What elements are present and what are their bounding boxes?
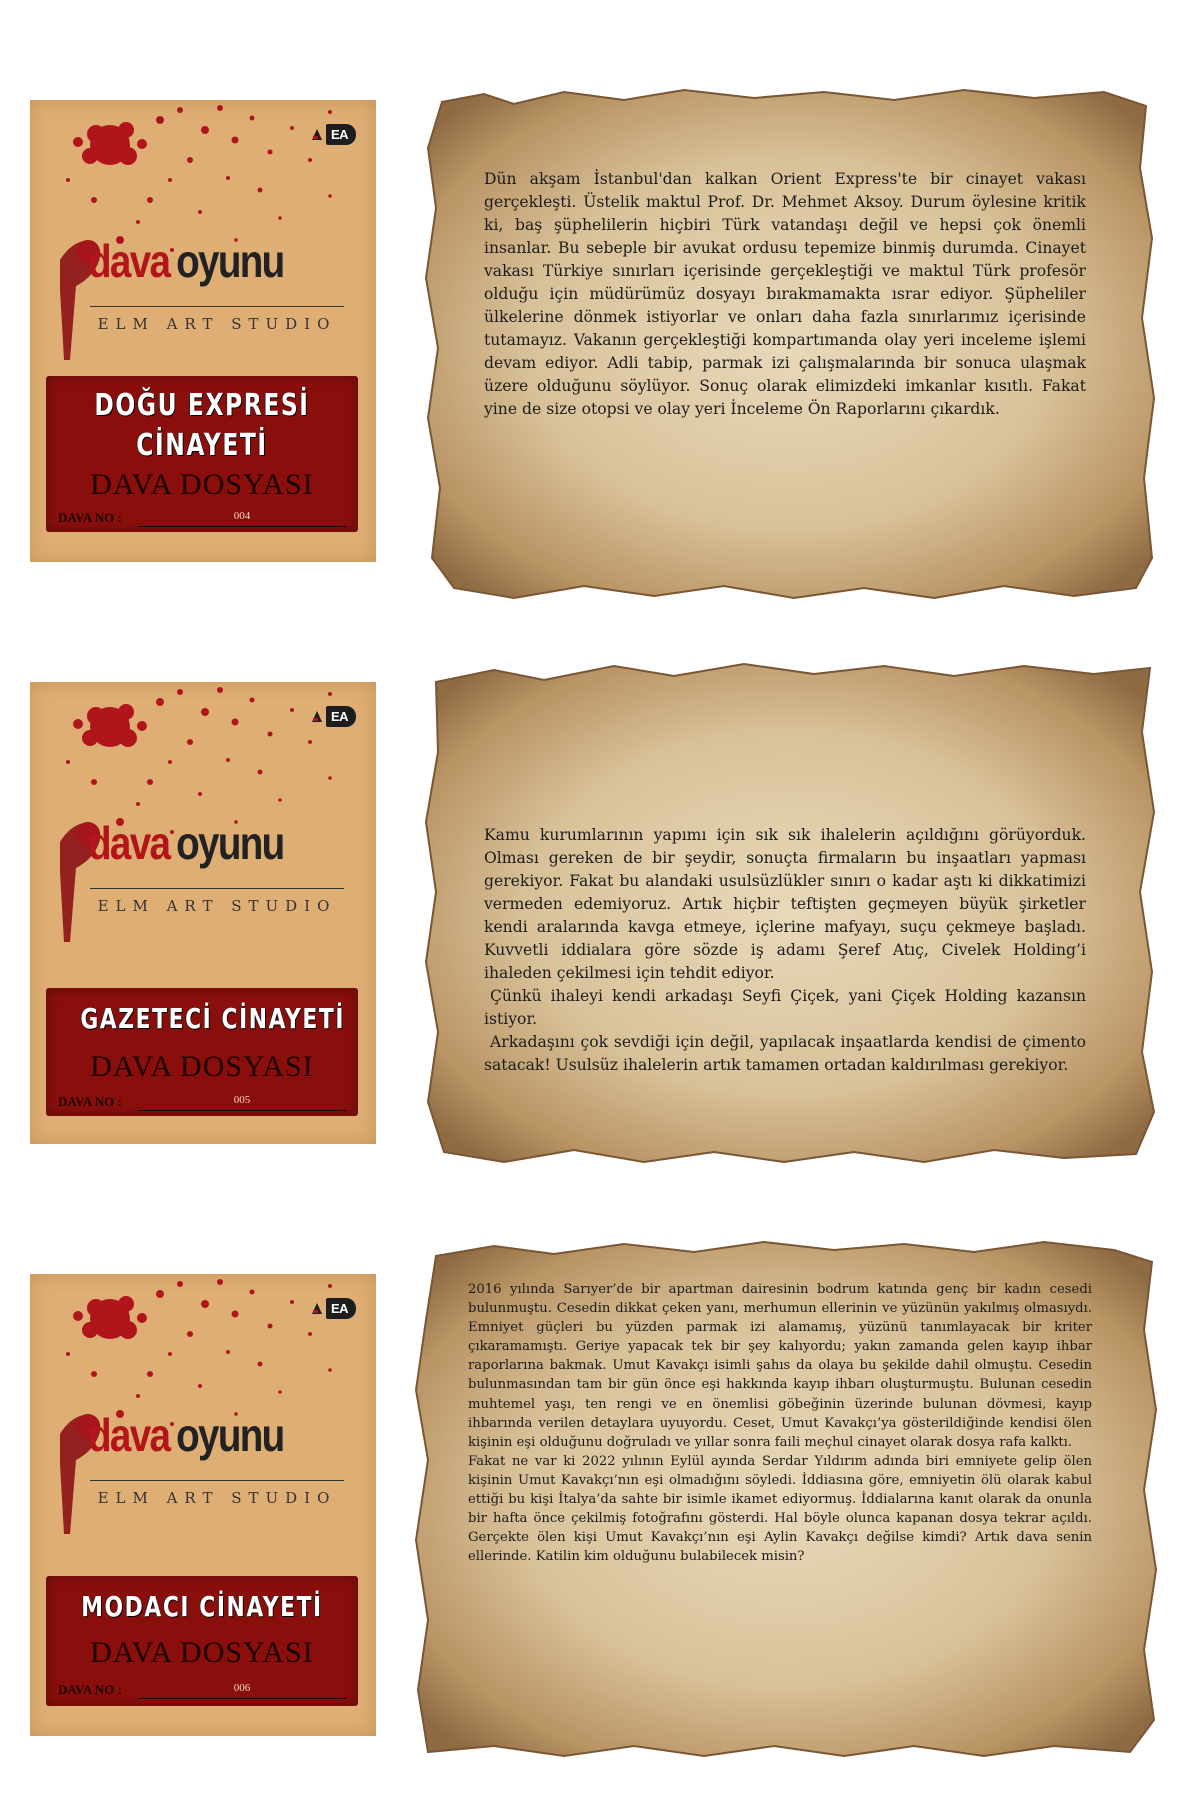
case-number-value: 004 xyxy=(233,510,251,522)
brand-badge xyxy=(311,1296,356,1320)
studio-name: ELM ART STUDIO xyxy=(97,315,337,333)
case-subtitle: DAVA DOSYASI xyxy=(90,1636,314,1669)
studio-logo-icon xyxy=(311,1301,323,1315)
logo-divider xyxy=(90,1480,344,1481)
case-brief-paragraph: Fakat ne var ki 2022 yılının Eylül ayında Serdar Yıldırım adında biri emniyete gelip ölen kişinin Umut Kavakçı’nın eşi olmadığını söyledi. İddiasına göre, emniyetin ölü olarak kabul ettiği bu kişi İtalya’da sahte bir isimle ikamet ediyormuş. İddialarına kanıt olarak da onunla bir hafta önce çekilmiş fotoğrafını gösterdi. Hal böyle olunca kapanan dosya tekrar açıldı. Gerçekte ölen kişi Umut Kavakçı’nın eşi Aylin Kavakçı değilse kimdi? Artık dava senin ellerinde. Katilin kim olduğunu bulabilecek misin? xyxy=(468,1453,1092,1565)
case-brief-paragraph: Kamu kurumlarının yapımı için sık sık ihalelerin açıldığını görüyorduk. Olması gereken de bir şeydir, sonuçta firmaların bu inşaatları yapması gerekiyor. Fakat bu alandaki usulsüzlükler sınırı o kadar aştı ki dikkatimizi vermeden edemiyoruz. Artık hiçbir teftişten geçmeyen büyük şirketler kendi aralarında kavga etmeye, içlerine mafyayı, suçu çekmeye başladı. Kuvvetli iddialara göre sözde iş adamı Şeref Atıç, Civelek Holding’i ihaleden çekilmesi için tehdit ediyor. xyxy=(484,826,1086,982)
case-folder-cover xyxy=(30,1274,376,1736)
logo-word-oyunu: oyunu xyxy=(176,235,284,287)
logo-word-oyunu: oyunu xyxy=(176,817,284,869)
case-brief-parchment xyxy=(424,88,1160,600)
case-title-line-2: CİNAYETİ xyxy=(136,428,268,463)
logo-word-dava: dava xyxy=(88,1409,170,1461)
brand-badge-text: EA xyxy=(326,706,356,727)
case-brief-paragraph: Arkadaşını çok sevdiği için değil, yapılacak inşaatlarda kendisi de çimento satacak! Usulsüz ihalelerin artık tamamen ortadan kaldırılması gerekiyor. xyxy=(484,1033,1086,1074)
case-label-panel xyxy=(46,376,358,532)
case-number-line xyxy=(138,1698,346,1699)
case-number-value: 005 xyxy=(233,1094,251,1106)
brand-badge-text: EA xyxy=(326,1298,356,1319)
case-subtitle: DAVA DOSYASI xyxy=(90,1050,314,1083)
case-brief-parchment xyxy=(414,1240,1160,1762)
case-number-line xyxy=(138,1110,346,1111)
studio-name: ELM ART STUDIO xyxy=(97,897,337,915)
case-brief-paragraph: Dün akşam İstanbul'dan kalkan Orient Express'te bir cinayet vakası gerçekleşti. Üstelik maktul Prof. Dr. Mehmet Aksoy. Durum öylesine kritik ki, baş şüphelilerin hiçbiri Türk vatandaşı değil ve hepsi çok önemli insanlar. Bu sebeple bir avukat ordusu tepemize binmiş durumda. Cinayet vakası Türkiye sınırları içerisinde gerçekleştiği ve maktul Türk profesör olduğu için müdürümüz dosyayı bırakmamakta ısrar ediyor. Şüpheliler ülkelerine dönmek istiyorlar ve onları daha fazla sınırlarımız içerisinde tutamayız. Vakanın gerçekleştiği kompartımanda olay yeri inceleme işlemi devam ediyor. Adli tabip, parmak izi çalışmalarında bir sonuca ulaşmak üzere olduğunu söylüyor. Sonuç olarak elimizdeki imkanlar kısıtlı. Fakat yine de size otopsi ve olay yeri İnceleme Ön Raporlarını çıkardık. xyxy=(484,170,1086,418)
case-brief-paragraph: 2016 yılında Sarıyer’de bir apartman dairesinin bodrum katında genç bir kadın cesedi bulunmuştu. Cesedin dikkat çeken yanı, merhumun ellerinin ve yüzünün yakılmış olmasıydı. Emniyet güçleri bu yüzden parmak izi alamamış, yüzünü tanımlayacak bir kriter çıkaramamıştı. Geriye yapacak tek bir şey kalıyordu; yakın zamanda gelen kayıp ihbar raporlarına bakmak. Umut Kavakçı isimli şahıs da olaya bu şekilde dahil olmuştu. Cesedin bulunmasından tam bir gün önce eşi hakkında kayıp ihbarı oluşturmuştu. Bulunan cesedin muhtemel yaşı, ten rengi ve en önemlisi göbeğinin üzerinde bulunan dövmesi, kayıp ihbarında verilen detaylara uyuyordu. Ceset, Umut Kavakçı’ya gösterildiğinde kendisi ölen kişinin eşi olduğunu doğruladı ve yıllar sonra faili meçhul cinayet olarak dosya rafa kalktı. xyxy=(468,1282,1092,1450)
logo-word-dava: dava xyxy=(88,235,170,287)
case-number-value: 006 xyxy=(233,1682,251,1694)
brand-badge-text: EA xyxy=(326,124,356,145)
case-number-line xyxy=(138,526,346,527)
brand-badge xyxy=(311,122,356,146)
logo-word-oyunu: oyunu xyxy=(176,1409,284,1461)
case-folder-cover xyxy=(30,100,376,562)
studio-logo-icon xyxy=(311,127,323,141)
case-title: MODACI CİNAYETİ xyxy=(81,1590,323,1623)
studio-name: ELM ART STUDIO xyxy=(97,1489,337,1507)
game-logo xyxy=(88,235,284,287)
case-brief-parchment xyxy=(424,662,1160,1164)
case-number-label: DAVA NO : xyxy=(58,1094,122,1109)
case-subtitle: DAVA DOSYASI xyxy=(90,468,314,501)
case-brief-text xyxy=(484,824,1086,1077)
case-label-panel xyxy=(46,1576,358,1706)
logo-divider xyxy=(90,306,344,307)
game-logo xyxy=(88,1409,284,1461)
case-number-label: DAVA NO : xyxy=(58,510,122,525)
case-brief-paragraph: Çünkü ihaleyi kendi arkadaşı Seyfi Çiçek, yani Çiçek Holding kazansın istiyor. xyxy=(484,987,1086,1028)
case-brief-text xyxy=(468,1280,1092,1566)
game-logo xyxy=(88,817,284,869)
brand-badge xyxy=(311,704,356,728)
case-title: GAZETECİ CİNAYETİ xyxy=(80,1002,346,1035)
case-title-line-1: DOĞU EXPRESİ xyxy=(94,388,310,423)
case-brief-text xyxy=(484,168,1086,421)
logo-word-dava: dava xyxy=(88,817,170,869)
case-number-label: DAVA NO : xyxy=(58,1682,122,1697)
logo-divider xyxy=(90,888,344,889)
case-folder-cover xyxy=(30,682,376,1144)
studio-logo-icon xyxy=(311,709,323,723)
case-label-panel xyxy=(46,988,358,1116)
